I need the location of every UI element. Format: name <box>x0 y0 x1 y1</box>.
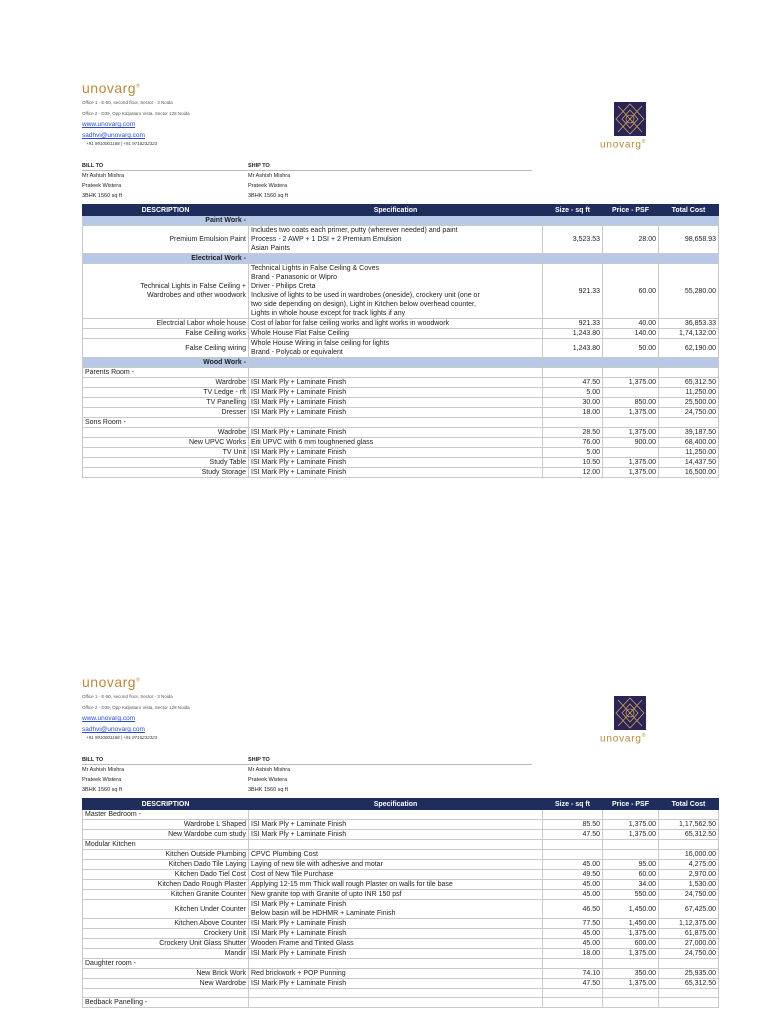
table-row <box>83 438 719 448</box>
section-header-row <box>83 254 719 264</box>
header-divider <box>82 764 532 765</box>
row-size: 18.00 <box>543 949 603 959</box>
row-description: Technical Lights in False Ceiling + Wardrobes and other woodwork <box>83 264 249 319</box>
row-specification: Technical Lights in False Ceiling & Coves Brand - Panasonic or Wipro Driver - Philips Creta Inclusive of lights to be used in wardrobes (oneside), crockery unit (one or two side depending on design), Light in Kitchen below overhead counter, Lights in whole house except for track lights if any <box>249 264 543 319</box>
row-description: TV Ledge - rft <box>83 388 249 398</box>
row-price <box>603 368 659 378</box>
row-specification: ISI Mark Ply + Laminate Finish <box>249 458 543 468</box>
row-total <box>659 998 719 1008</box>
brand-mark: ® <box>136 677 141 684</box>
row-specification: Wooden Frame and Tinted Glass <box>249 939 543 949</box>
table-row <box>83 329 719 339</box>
ship-to-unit: 3BHK 1560 sq ft <box>248 193 289 199</box>
row-size: 45.00 <box>543 890 603 900</box>
row-size: 45.00 <box>543 939 603 949</box>
row-specification: ISI Mark Ply + Laminate Finish <box>249 398 543 408</box>
row-specification: Laying of new tile with adhesive and motar <box>249 860 543 870</box>
row-description: New UPVC Works <box>83 438 249 448</box>
ship-to-name: Mr Ashish Mishra <box>248 767 291 773</box>
row-specification: ISI Mark Ply + Laminate Finish <box>249 428 543 438</box>
office-1-address: Office 1 - E-50, second floor, Sector - 3 Noida <box>82 100 173 105</box>
row-size: 45.00 <box>543 880 603 890</box>
row-description <box>83 989 249 998</box>
row-total: 1,12,375.00 <box>659 919 719 929</box>
company-logo-text <box>600 733 646 744</box>
ship-to-project: Prateek Wistera <box>248 777 288 783</box>
row-specification: ISI Mark Ply + Laminate Finish <box>249 830 543 840</box>
col-size: Size - sq ft <box>543 799 603 810</box>
table-row <box>83 398 719 408</box>
row-description: Electrcial Labor whole house <box>83 319 249 329</box>
row-specification: Red brickwork + POP Punning <box>249 969 543 979</box>
row-description: Kitchen Under Counter <box>83 900 249 919</box>
office-2-address: Office 2 - D39, Opp Kalpataru Vista, Sector 128 Noida <box>82 111 190 116</box>
website-link[interactable]: www.unovarg.com <box>82 715 136 722</box>
row-price <box>603 358 659 368</box>
row-price: 550.00 <box>603 890 659 900</box>
row-specification <box>249 418 543 428</box>
row-price: 1,375.00 <box>603 949 659 959</box>
row-total: 24,750.00 <box>659 408 719 418</box>
row-size: 45.00 <box>543 929 603 939</box>
row-total: 65,312.50 <box>659 979 719 989</box>
row-size <box>543 254 603 264</box>
row-description: Kitchen Dado Tile Laying <box>83 860 249 870</box>
row-price: 1,375.00 <box>603 830 659 840</box>
row-price <box>603 989 659 998</box>
row-total: 65,312.50 <box>659 830 719 840</box>
row-price: 1,375.00 <box>603 979 659 989</box>
row-specification: ISI Mark Ply + Laminate Finish <box>249 929 543 939</box>
brand-text: unovarg <box>82 674 137 690</box>
row-total: 24,750.00 <box>659 890 719 900</box>
row-size <box>543 959 603 969</box>
bill-to-unit: 3BHK 1560 sq ft <box>82 787 123 793</box>
table-body-2 <box>83 810 719 1008</box>
table-row <box>83 979 719 989</box>
row-price: 60.00 <box>603 264 659 319</box>
row-total: 1,530.00 <box>659 880 719 890</box>
row-specification <box>249 810 543 820</box>
email-link[interactable]: sadhvi@unovarg.com <box>82 132 145 139</box>
row-description: Mandir <box>83 949 249 959</box>
table-row <box>83 820 719 830</box>
table-row <box>83 939 719 949</box>
blank-row <box>83 989 719 998</box>
row-size: 1,243.80 <box>543 329 603 339</box>
row-description: Wadrobe <box>83 428 249 438</box>
row-description: Kitchen Granite Counter <box>83 890 249 900</box>
row-size: 28.50 <box>543 428 603 438</box>
quotation-page-2 <box>82 674 718 1024</box>
col-description: DESCRIPTION <box>83 205 249 216</box>
row-price <box>603 448 659 458</box>
row-specification <box>249 216 543 226</box>
row-price <box>603 254 659 264</box>
row-total: 2,970.00 <box>659 870 719 880</box>
row-price <box>603 850 659 860</box>
row-total: 11,250.00 <box>659 448 719 458</box>
row-size: 77.50 <box>543 919 603 929</box>
row-price: 1,450.00 <box>603 919 659 929</box>
row-size <box>543 989 603 998</box>
row-price: 900.00 <box>603 438 659 448</box>
row-description: Crockery Unit <box>83 929 249 939</box>
row-description: Study Storage <box>83 468 249 478</box>
row-specification <box>249 368 543 378</box>
row-size: 47.50 <box>543 979 603 989</box>
row-description: Kitchen Dado Tiel Cost <box>83 870 249 880</box>
row-specification <box>249 254 543 264</box>
table-row <box>83 850 719 860</box>
bill-to-label: BILL TO <box>82 757 104 763</box>
table-row <box>83 468 719 478</box>
row-size <box>543 358 603 368</box>
row-price: 350.00 <box>603 969 659 979</box>
row-total: 27,000.00 <box>659 939 719 949</box>
row-specification <box>249 989 543 998</box>
row-size <box>543 810 603 820</box>
row-size <box>543 418 603 428</box>
row-price <box>603 810 659 820</box>
row-price: 140.00 <box>603 329 659 339</box>
bill-to-project: Prateek Wistera <box>82 777 122 783</box>
row-size: 18.00 <box>543 408 603 418</box>
website-link[interactable]: www.unovarg.com <box>82 121 136 128</box>
col-description: DESCRIPTION <box>83 799 249 810</box>
office-2-address: Office 2 - D39, Opp Kalpataru Vista, Sector 128 Noida <box>82 705 190 710</box>
row-size <box>543 850 603 860</box>
row-total: 1,74,132.00 <box>659 329 719 339</box>
row-size: 921.33 <box>543 264 603 319</box>
row-price <box>603 840 659 850</box>
row-description: False Ceiling works <box>83 329 249 339</box>
row-price <box>603 388 659 398</box>
ship-to-project: Prateek Wistera <box>248 183 288 189</box>
col-size: Size - sq ft <box>543 205 603 216</box>
row-description: Dresser <box>83 408 249 418</box>
row-price: 850.00 <box>603 398 659 408</box>
quotation-page-1 <box>82 80 718 510</box>
row-size: 3,523.53 <box>543 226 603 254</box>
brand-mark: ® <box>136 83 141 90</box>
table-row <box>83 830 719 840</box>
table-row <box>83 428 719 438</box>
bill-to-name: Mr Ashish Mishra <box>82 173 125 179</box>
logo-brand-text: unovarg <box>600 733 642 745</box>
row-specification: ISI Mark Ply + Laminate Finish <box>249 378 543 388</box>
row-description: TV Unit <box>83 448 249 458</box>
table-header-row <box>83 799 719 810</box>
room-subheader-row <box>83 959 719 969</box>
row-total <box>659 358 719 368</box>
room-subheader-row <box>83 998 719 1008</box>
row-total <box>659 368 719 378</box>
row-description: New Wardrobe <box>83 979 249 989</box>
table-row <box>83 339 719 358</box>
row-price: 95.00 <box>603 860 659 870</box>
row-description: Crockery Unit Glass Shutter <box>83 939 249 949</box>
table-row <box>83 408 719 418</box>
row-description: Daughter room - <box>83 959 249 969</box>
company-brand <box>82 80 140 96</box>
row-total: 39,187.50 <box>659 428 719 438</box>
row-specification: Eiti UPVC with 6 mm toughnened glass <box>249 438 543 448</box>
row-specification: Whole House Flat False Ceiling <box>249 329 543 339</box>
col-price: Price - PSF <box>603 799 659 810</box>
row-specification: ISI Mark Ply + Laminate Finish <box>249 468 543 478</box>
table-row <box>83 919 719 929</box>
ship-to-label: SHIP TO <box>248 757 270 763</box>
row-specification: ISI Mark Ply + Laminate Finish <box>249 448 543 458</box>
row-total <box>659 254 719 264</box>
table-row <box>83 264 719 319</box>
col-total: Total Cost <box>659 799 719 810</box>
row-price: 600.00 <box>603 939 659 949</box>
row-description: Kitchen Dado Rough Plaster <box>83 880 249 890</box>
row-price: 1,450.00 <box>603 900 659 919</box>
row-total: 16,000.00 <box>659 850 719 860</box>
row-specification: Cost of labor for false ceiling works and light works in woodwork <box>249 319 543 329</box>
row-specification: ISI Mark Ply + Laminate Finish <box>249 408 543 418</box>
table-row <box>83 378 719 388</box>
table-row <box>83 949 719 959</box>
row-price: 1,375.00 <box>603 468 659 478</box>
row-description: Electrical Work - <box>83 254 249 264</box>
table-row <box>83 969 719 979</box>
table-row <box>83 860 719 870</box>
company-logo-pattern <box>614 696 646 730</box>
row-price: 1,375.00 <box>603 408 659 418</box>
office-1-address: Office 1 - E-50, second floor, Sector - 3 Noida <box>82 694 173 699</box>
row-description: Sons Room - <box>83 418 249 428</box>
phone-numbers: +91 9910001168 | +91 9716232323 <box>86 735 158 740</box>
row-description: Kitchen Above Counter <box>83 919 249 929</box>
col-price: Price - PSF <box>603 205 659 216</box>
row-specification: New granite top with Granite of upto INR 150 psf <box>249 890 543 900</box>
table-row <box>83 458 719 468</box>
bill-to-project: Prateek Wistera <box>82 183 122 189</box>
col-total: Total Cost <box>659 205 719 216</box>
room-subheader-row <box>83 418 719 428</box>
bill-to-label: BILL TO <box>82 163 104 169</box>
row-price <box>603 216 659 226</box>
row-specification: Cost of New Tile Purchase <box>249 870 543 880</box>
row-size: 5.00 <box>543 448 603 458</box>
row-description: False Ceiling wiring <box>83 339 249 358</box>
row-description: Paint Work - <box>83 216 249 226</box>
row-total: 1,17,562.50 <box>659 820 719 830</box>
row-total <box>659 959 719 969</box>
row-size: 74.10 <box>543 969 603 979</box>
bill-to-unit: 3BHK 1560 sq ft <box>82 193 123 199</box>
room-subheader-row <box>83 840 719 850</box>
row-description: Parents Room - <box>83 368 249 378</box>
table-row <box>83 226 719 254</box>
row-total: 25,500.00 <box>659 398 719 408</box>
row-specification: Applying 12-15 mm Thick wall rough Plaster on walls for tile base <box>249 880 543 890</box>
row-size: 1,243.80 <box>543 339 603 358</box>
row-specification <box>249 358 543 368</box>
row-total: 61,875.00 <box>659 929 719 939</box>
row-price: 40.00 <box>603 319 659 329</box>
row-size <box>543 368 603 378</box>
row-total: 65,312.50 <box>659 378 719 388</box>
row-price: 34.00 <box>603 880 659 890</box>
row-price: 50.00 <box>603 339 659 358</box>
table-row <box>83 900 719 919</box>
row-price <box>603 418 659 428</box>
row-total: 24,750.00 <box>659 949 719 959</box>
row-price: 1,375.00 <box>603 820 659 830</box>
table-row <box>83 448 719 458</box>
row-price <box>603 959 659 969</box>
row-total: 11,250.00 <box>659 388 719 398</box>
row-description: Modular Kitchen <box>83 840 249 850</box>
row-description: Wardrobe L Shaped <box>83 820 249 830</box>
row-description: TV Panelling <box>83 398 249 408</box>
row-price: 60.00 <box>603 870 659 880</box>
logo-brand-mark: ® <box>641 733 647 739</box>
company-logo-pattern <box>614 102 646 136</box>
row-size: 921.33 <box>543 319 603 329</box>
logo-brand-mark: ® <box>641 139 647 145</box>
row-total: 36,853.33 <box>659 319 719 329</box>
row-size: 76.00 <box>543 438 603 448</box>
row-specification: ISI Mark Ply + Laminate Finish <box>249 919 543 929</box>
row-total: 98,658.93 <box>659 226 719 254</box>
row-size: 47.50 <box>543 378 603 388</box>
row-total: 68,400.00 <box>659 438 719 448</box>
row-total: 16,500.00 <box>659 468 719 478</box>
row-size <box>543 840 603 850</box>
logo-brand-text: unovarg <box>600 139 642 151</box>
email-link[interactable]: sadhvi@unovarg.com <box>82 726 145 733</box>
row-size: 5.00 <box>543 388 603 398</box>
row-total <box>659 810 719 820</box>
row-total: 25,935.00 <box>659 969 719 979</box>
company-brand <box>82 674 140 690</box>
row-price: 1,375.00 <box>603 929 659 939</box>
table-body-1 <box>83 216 719 478</box>
row-size: 30.00 <box>543 398 603 408</box>
row-size: 12.00 <box>543 468 603 478</box>
row-total <box>659 418 719 428</box>
row-specification <box>249 998 543 1008</box>
row-total <box>659 216 719 226</box>
ship-to-label: SHIP TO <box>248 163 270 169</box>
row-price: 28.00 <box>603 226 659 254</box>
table-row <box>83 890 719 900</box>
row-specification <box>249 840 543 850</box>
table-header-row <box>83 205 719 216</box>
row-specification: ISI Mark Ply + Laminate Finish <box>249 388 543 398</box>
table-row <box>83 880 719 890</box>
row-specification: ISI Mark Ply + Laminate Finish <box>249 979 543 989</box>
row-description: New Brick Work <box>83 969 249 979</box>
room-subheader-row <box>83 810 719 820</box>
section-header-row <box>83 216 719 226</box>
row-specification: Includes two coats each primer, putty (wherever needed) and paint Process - 2 AWP + 1 DSI + 2 Premium Emulsion Asian Paints <box>249 226 543 254</box>
row-description: Wood Work - <box>83 358 249 368</box>
row-specification <box>249 959 543 969</box>
row-size: 46.50 <box>543 900 603 919</box>
row-total: 4,275.00 <box>659 860 719 870</box>
section-header-row <box>83 358 719 368</box>
row-price: 1,375.00 <box>603 458 659 468</box>
row-specification: Whole House Wiring in false ceiling for lights Brand - Polycab or equivalent <box>249 339 543 358</box>
bill-to-name: Mr Ashish Mishra <box>82 767 125 773</box>
row-specification: ISI Mark Ply + Laminate Finish <box>249 949 543 959</box>
row-price: 1,375.00 <box>603 428 659 438</box>
row-total <box>659 840 719 850</box>
row-description: Kitchen Outside Plumbing <box>83 850 249 860</box>
row-description: Master Bedroom - <box>83 810 249 820</box>
row-total: 62,190.00 <box>659 339 719 358</box>
header-divider <box>82 170 532 171</box>
row-description: Wardrobe <box>83 378 249 388</box>
quotation-table-1 <box>82 204 719 478</box>
row-total: 55,280.00 <box>659 264 719 319</box>
row-size: 45.00 <box>543 860 603 870</box>
row-specification: CPVC Plumbing Cost <box>249 850 543 860</box>
row-size <box>543 998 603 1008</box>
row-total: 67,425.00 <box>659 900 719 919</box>
ship-to-unit: 3BHK 1560 sq ft <box>248 787 289 793</box>
room-subheader-row <box>83 368 719 378</box>
table-row <box>83 870 719 880</box>
row-description: Premium Emulsion Paint <box>83 226 249 254</box>
row-size: 10.50 <box>543 458 603 468</box>
table-row <box>83 388 719 398</box>
row-specification: ISI Mark Ply + Laminate Finish <box>249 820 543 830</box>
phone-numbers: +91 9910001168 | +91 9716232323 <box>86 141 158 146</box>
row-size: 49.50 <box>543 870 603 880</box>
col-specification: Specification <box>249 799 543 810</box>
row-size: 85.50 <box>543 820 603 830</box>
table-row <box>83 319 719 329</box>
row-size <box>543 216 603 226</box>
row-total <box>659 989 719 998</box>
table-row <box>83 929 719 939</box>
row-description: Bedback Panelling - <box>83 998 249 1008</box>
row-description: New Wardobe cum study <box>83 830 249 840</box>
quotation-table-2 <box>82 798 719 1008</box>
row-description: Study Table <box>83 458 249 468</box>
row-price: 1,375.00 <box>603 378 659 388</box>
brand-text: unovarg <box>82 80 137 96</box>
row-specification: ISI Mark Ply + Laminate Finish Below basin will be HDHMR + Laminate Finish <box>249 900 543 919</box>
row-price <box>603 998 659 1008</box>
row-total: 14,437.50 <box>659 458 719 468</box>
col-specification: Specification <box>249 205 543 216</box>
company-logo-text <box>600 139 646 150</box>
ship-to-name: Mr Ashish Mishra <box>248 173 291 179</box>
row-size: 47.50 <box>543 830 603 840</box>
